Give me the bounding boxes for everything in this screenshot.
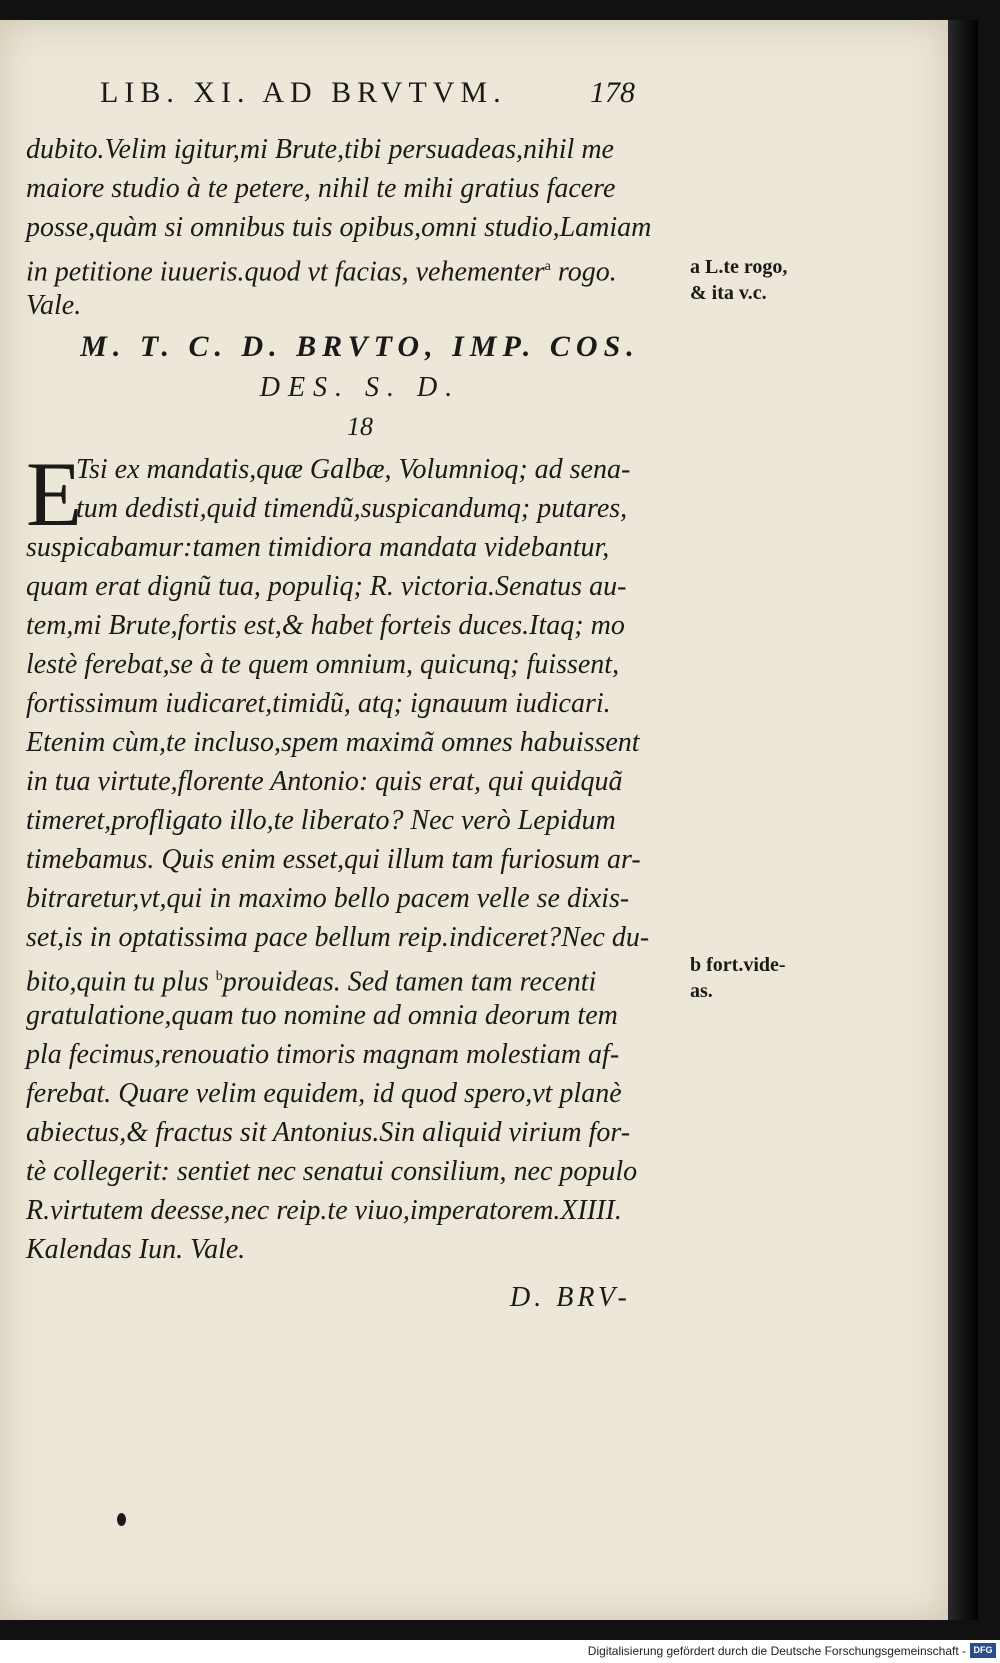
ink-spot [117,1513,126,1526]
previous-letter-end [26,130,686,325]
text-line: ferebat. Quare velim equidem, id quod spero,vt planè [26,1078,622,1109]
text-line: bitraretur,vt,qui in maximo bello pacem velle se dixis- [26,883,630,914]
text-line: dubito.Velim igitur,mi Brute,tibi persuadeas,nihil me [26,134,614,165]
text-line: tum dedisti,quid timendũ,suspicandumq; putares, [76,493,628,524]
text-line: abiectus,& fractus sit Antonius.Sin aliquid virium for- [26,1117,631,1148]
note-mark-a: a [544,259,551,274]
text-line: suspicabamur:tamen timidiora mandata videbantur, [26,532,610,563]
text-line: lestè ferebat,se à te quem omnium, quicunq; fuissent, [26,649,620,680]
margin-note-b: b fort.vide- as. [690,954,786,1002]
note-mark-b: b [215,969,223,984]
text-line: bito,quin tu plus $^b$prouideas. Sed tamen tam recenti [26,966,597,998]
text-line: Kalendas Iun. Vale. [26,1234,246,1265]
text-line: Vale. [26,290,82,321]
text-line: tem,mi Brute,fortis est,& habet forteis duces.Itaq; mo [26,610,625,641]
letter-address: M. T. C. D. BRVTO, IMP. COS. [80,330,640,363]
text-line: Etenim cùm,te incluso,spem maximã omnes habuissent [26,727,640,758]
text-line: Tsi ex mandatis,quæ Galbæ, Volumnioq; ad sena- [76,454,631,485]
drop-cap: E [26,443,83,545]
text-line: gratulatione,quam tuo nomine ad omnia deorum tem [26,1000,618,1031]
text-line: posse,quàm si omnibus tuis opibus,omni studio,Lamiam [26,212,652,243]
running-title: LIB. XI. AD BRVTVM. [100,76,507,109]
text-line: R.virtutem deesse,nec reip.te viuo,imperatorem.XIIII. [26,1195,622,1226]
folio-number: 178 [590,76,635,109]
text-line: maiore studio à te petere, nihil te mihi gratius facere [26,173,616,204]
text-line: timeret,profligato illo,te liberato? Nec verò Lepidum [26,805,616,836]
text-line: timebamus. Quis enim esset,qui illum tam furiosum ar- [26,844,641,875]
catchword: D. BRV- [510,1282,631,1313]
text-line: pla fecimus,renouatio timoris magnam molestiam af- [26,1039,620,1070]
text-line: in tua virtute,florente Antonio: quis erat, qui quidquã [26,766,623,797]
footer-bar [0,1640,1000,1663]
margin-note-a: a L.te rogo, & ita v.c. [690,256,788,304]
text-line: in petitione iuueris.quod vt facias, vehementer$^a$ rogo. [26,256,617,288]
page-edge [948,20,978,1620]
running-head [100,76,660,126]
text-line: quam erat dignũ tua, populiq; R. victoria.Senatus au- [26,571,627,602]
letter-body [26,443,686,1269]
dfg-logo-icon[interactable]: DFG [970,1643,996,1658]
footer-credit: Digitalisierung gefördert durch die Deutsche Forschungsgemeinschaft - [587,1644,966,1658]
text-line: fortissimum iudicaret,timidũ, atq; ignauum iudicari. [26,688,611,719]
text-line: tè collegerit: sentiet nec senatui consilium, nec populo [26,1156,638,1187]
letter-number: 18 [347,412,373,441]
letter-address-cont: DES. S. D. [259,372,461,403]
text-line: set,is in optatissima pace bellum reip.indiceret?Nec du- [26,922,650,953]
